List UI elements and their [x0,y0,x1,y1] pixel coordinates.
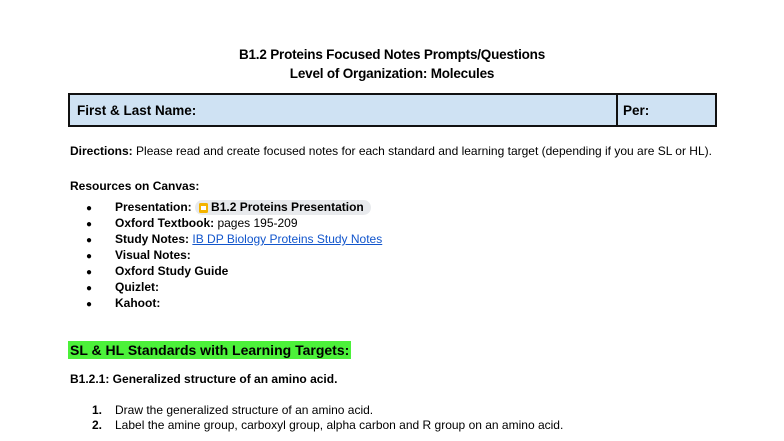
list-item [86,247,382,263]
resource-text: pages 195-209 [214,216,298,230]
resource-label: Visual Notes: [115,248,191,262]
directions-paragraph [70,144,730,159]
list-item [86,199,382,215]
learning-targets-list [92,403,563,433]
target-text: Draw the generalized structure of an amino acid. [115,403,374,417]
resource-label: Study Notes: [115,232,190,246]
item-number: 1. [92,403,103,417]
list-item [92,403,563,418]
study-notes-link[interactable]: IB DP Biology Proteins Study Notes [192,232,383,246]
presentation-file-chip[interactable] [195,200,371,215]
document-subtitle: Level of Organization: Molecules [289,66,495,81]
name-cell[interactable]: First & Last Name: [70,95,618,125]
resources-list [86,199,382,311]
bullet-icon: ● [86,299,93,310]
slides-icon [199,203,208,213]
list-item [86,295,382,311]
name-period-table [68,93,717,127]
resources-heading: Resources on Canvas: [70,179,200,193]
list-item [92,418,563,433]
resource-label: Quizlet: [115,280,159,294]
bullet-icon: ● [86,203,93,214]
bullet-icon: ● [86,251,93,262]
list-item [86,263,382,279]
list-item [86,231,382,247]
presentation-chip-label: B1.2 Proteins Presentation [211,200,364,215]
resource-label: Oxford Study Guide [115,264,229,278]
standards-heading: SL & HL Standards with Learning Targets: [70,342,350,358]
list-item [86,279,382,295]
directions-text: Please read and create focused notes for each standard and learning target (depending if you are SL or HL). [132,144,712,158]
bullet-icon: ● [86,235,93,246]
resource-label: Presentation: [115,200,192,214]
period-cell[interactable]: Per: [623,103,650,118]
item-number: 2. [92,418,103,432]
list-item [86,215,382,231]
directions-label: Directions: [70,144,133,158]
bullet-icon: ● [86,283,93,294]
bullet-icon: ● [86,219,93,230]
resource-label: Kahoot: [115,296,161,310]
resource-label: Oxford Textbook: [115,216,215,230]
bullet-icon: ● [86,267,93,278]
document-title: B1.2 Proteins Focused Notes Prompts/Questions [238,47,546,62]
standard-b121-heading: B1.2.1: Generalized structure of an amino acid. [70,372,338,386]
target-text: Label the amine group, carboxyl group, alpha carbon and R group on an amino acid. [115,418,564,432]
